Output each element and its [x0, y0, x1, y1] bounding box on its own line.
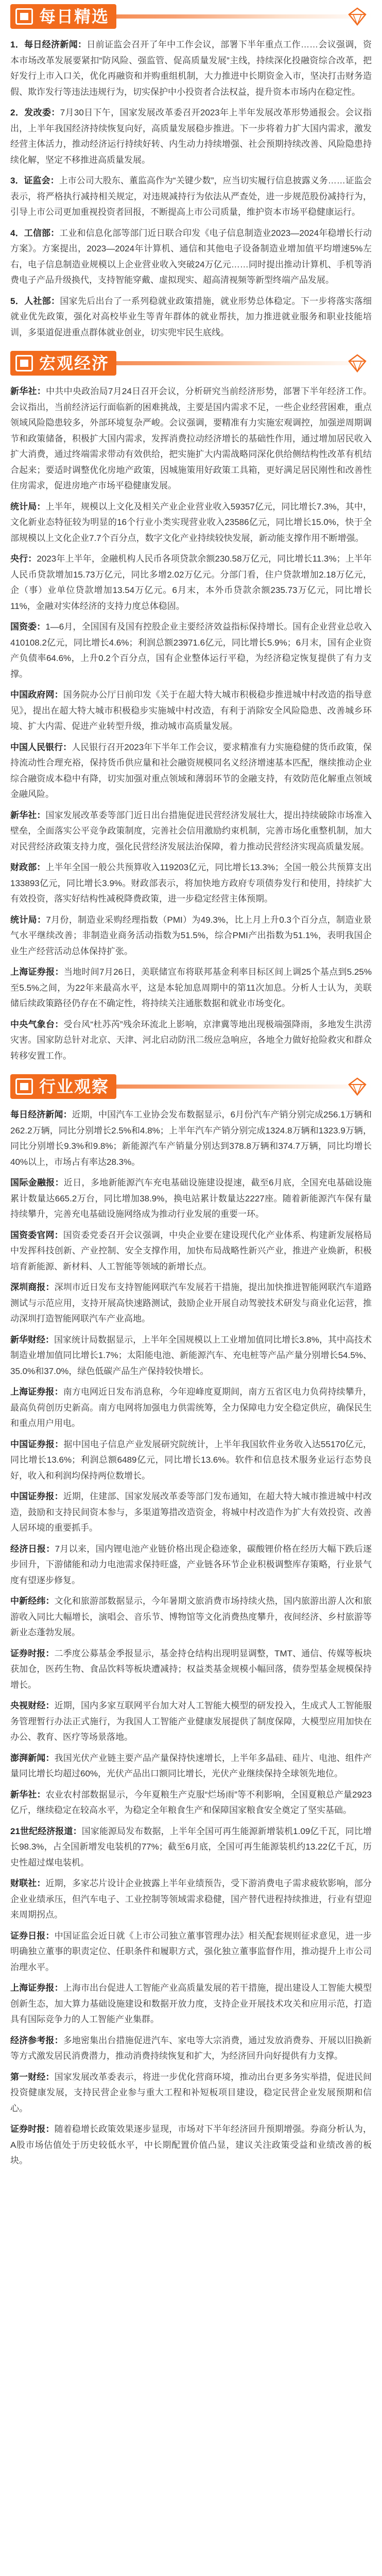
news-source: 21世纪经济报道：	[10, 1826, 82, 1836]
news-item	[10, 1384, 372, 1432]
news-text: 据中国电子信息产业发展研究院统计，上半年我国软件业务收入达55170亿元，同比增长13.6%；利润总额6489亿元，同比增长13.6%。软件和信息技术服务业运行态势良好，收入和利润均保持两位数增长。	[10, 1439, 372, 1481]
news-text: 当地时间7月26日，美联储宣布将联邦基金利率目标区间上调25个基点到5.25%至5.5%之间，为22年来最高水平，这是本轮加息周期中的第11次加息。分析人士认为，美联储后续政策路径仍存在不确定性，将持续关注通胀数据和就业市场变化。	[10, 967, 372, 1008]
news-text: 国家发展改革委表示，将进一步优化营商环境，推动出台更多务实举措，促进民间投资健康发展，支持民营企业参与重大工程和补短板项目建设，稳定民营企业发展预期和信心。	[10, 2072, 372, 2113]
news-source: 发改委：	[24, 108, 60, 117]
news-item	[10, 173, 372, 221]
news-text: 多地密集出台措施促进汽车、家电等大宗消费，通过发放消费券、开展以旧换新等方式激发居民消费潜力，推动消费持续恢复和扩大，为经济回升向好提供有力支撑。	[10, 2035, 372, 2061]
news-source: 央视财经：	[10, 1701, 55, 1710]
news-text: 国家统计局数据显示，上半年全国规模以上工业增加值同比增长3.8%，其中高技术制造业增加值同比增长1.7%；太阳能电池、新能源汽车、充电桩等产品产量分别增长54.5%、35.0%和37.0%，绿色低碳产品生产保持较快增长。	[10, 1334, 372, 1376]
news-source: 证券日报：	[10, 1930, 55, 1941]
news-item	[10, 1228, 372, 1275]
section-title	[10, 1074, 116, 1099]
item-number: 1．	[10, 40, 25, 49]
news-item	[10, 105, 372, 168]
news-item	[10, 1280, 372, 1327]
news-item	[10, 1489, 372, 1536]
news-source: 中新经纬：	[10, 1596, 55, 1606]
news-source: 中国证券报：	[10, 1439, 64, 1449]
news-item	[10, 1594, 372, 1641]
news-source: 上海证券报：	[10, 1983, 63, 1993]
news-source: 财联社：	[10, 1878, 46, 1888]
news-item	[10, 1787, 372, 1819]
news-text: 近期，多家芯片设计企业披露上半年业绩预告，受下游消费电子需求疲软影响，部分企业业绩承压，但汽车电子、工业控制等领域需求稳健，国产替代进程持续推进，行业有望迎来周期拐点。	[10, 1878, 372, 1920]
section-icon	[15, 355, 33, 371]
news-text: 上市公司大股东、董监高作为“关键少数”，应当切实履行信息披露义务……证监会表示，将严格执行减持相关规定，对违规减持行为依法从严查处，进一步规范股份减持行为，引导上市公司更加重视投资者回报，不断提高上市公司质量，维护资本市场平稳健康运行。	[10, 176, 372, 217]
news-text: 7月30日下午，国家发展改革委召开2023年上半年发展改革形势通报会。会议指出，上半年我国经济持续恢复向好，高质量发展稳步推进。下一步将着力扩大国内需求，激发经营主体活力，推动经济运行持续好转、内生动力持续增强、社会预期持续改善、风险隐患持续化解，坚定不移推进高质量发展。	[10, 108, 372, 165]
news-item	[10, 2070, 372, 2117]
news-text: 国资委党委召开会议强调，中央企业要在建设现代化产业体系、构建新发展格局中发挥科技创新、产业控制、安全支撑作用，加快布局战略性新兴产业，推进产业焕新，积极培育新能源、新材料、人工智能等领域的新增长点。	[10, 1230, 372, 1272]
news-text: 中国证监会近日就《上市公司独立董事管理办法》相关配套规则征求意见，进一步明确独立董事的职责定位、任职条件和履职方式，强化独立董事监督作用，推动提升上市公司治理水平。	[10, 1930, 372, 1972]
news-text: 近期，国内多家互联网平台加大对人工智能大模型的研发投入，生成式人工智能服务管理暂行办法正式施行，为我国人工智能产业健康发展提供了制度保障，大模型应用加快在办公、教育、医疗等场景落地。	[10, 1701, 372, 1742]
news-source: 澎湃新闻：	[10, 1753, 55, 1763]
news-text: 国家能源局发布数据，上半年全国可再生能源新增装机1.09亿千瓦，同比增长98.3%，占全国新增发电装机的77%；截至6月底，全国可再生能源装机约13.22亿千瓦，历史性超过煤电装机。	[10, 1826, 372, 1868]
news-text: 上海市出台促进人工智能产业高质量发展的若干措施，提出建设人工智能大模型创新生态，加大算力基础设施建设和数据开放力度，支持企业开展技术攻关和应用示范，打造具有国际竞争力的人工智能产业集群。	[10, 1983, 372, 2024]
section-icon	[15, 8, 33, 25]
news-item	[10, 2033, 372, 2064]
news-source: 上海证券报：	[10, 1387, 63, 1397]
news-text: 中共中央政治局7月24日召开会议，分析研究当前经济形势，部署下半年经济工作。会议指出，当前经济运行面临新的困难挑战，主要是国内需求不足，一些企业经营困难，重点领域风险隐患较多，外部环境复杂严峻。会议强调，要精准有力实施宏观调控，加强逆周期调节和政策储备，积极扩大国内需求，发挥消费拉动经济增长的基础性作用，通过增加居民收入扩大消费，通过终端需求带动有效供给，把实施扩大内需战略同深化供给侧结构性改革有机结合起来；要适时调整优化房地产政策，因城施策用好政策工具箱，更好满足居民刚性和改善性住房需求，促进房地产市场平稳健康发展。	[10, 386, 372, 490]
news-source: 每日经济新闻：	[24, 40, 87, 49]
news-source: 证券时报：	[10, 1648, 55, 1658]
news-text: 我国光伏产业链主要产品产量保持快速增长，上半年多晶硅、硅片、电池、组件产量同比增长均超过60%，光伏产品出口额同比增长，光伏产业继续保持全球领先地位。	[10, 1753, 372, 1778]
news-text: 近日，多地新能源汽车充电基础设施建设提速，截至6月底，全国充电基础设施累计数量达665.2万台，同比增加38.9%，换电站累计数量达2227座。随着新能源汽车保有量持续攀升，完善充电基础设施网络成为推动行业发展的重要一环。	[10, 1178, 372, 1219]
news-item	[10, 37, 372, 100]
section-title	[10, 351, 116, 376]
news-text: 文化和旅游部数据显示，今年暑期文旅消费市场持续火热，国内旅游出游人次和旅游收入同比大幅增长，演唱会、音乐节、博物馆等文化消费热度攀升，夜间经济、乡村旅游等新业态蓬勃发展。	[10, 1596, 372, 1637]
news-text: 日前证监会召开了年中工作会议，部署下半年重点工作……会议强调，资本市场改革发展要紧扣“防风险、强监管、促高质量发展”主线，持续深化投融资综合改革，把好发行上市入口关，优化再融资和并购重组机制，大力推进中长期资金入市，坚决打击财务造假、欺诈发行等违法违规行为，切实保护中小投资者合法权益，提升资本市场内在稳定性。	[10, 40, 372, 97]
news-text: 南方电网近日发布消息称，今年迎峰度夏期间，南方五省区电力负荷持续攀升，最高负荷创历史新高。南方电网将加强电力供需统筹，全力保障电力安全稳定供应，确保民生和重点用户用电。	[10, 1387, 372, 1428]
item-number: 2．	[10, 108, 25, 117]
news-item	[10, 1541, 372, 1589]
news-item	[10, 1980, 372, 2028]
news-item	[10, 1437, 372, 1484]
news-source: 国资委：	[10, 622, 46, 632]
news-item	[10, 687, 372, 735]
news-item	[10, 860, 372, 907]
section-header-macro	[10, 347, 372, 384]
news-source: 证监会：	[24, 176, 59, 185]
news-source: 新华社：	[10, 810, 46, 820]
news-text: 近期，中国汽车工业协会发布数据显示，6月份汽车产销分别完成256.1万辆和262.2万辆，同比分别增长2.5%和4.8%；上半年汽车产销分别完成1324.8万辆和1323.9万辆，同比分别增长9.3%和9.8%；新能源汽车产销量分别达到378.8万辆和374.7万辆，同比均增长40%以上，市场占有率达28.3%。	[10, 1110, 372, 1167]
section-icon	[15, 1078, 33, 1095]
news-item	[10, 1332, 372, 1380]
section-header-industry	[10, 1070, 372, 1107]
news-source: 中央气象台：	[10, 1019, 64, 1029]
news-source: 国资委官网：	[10, 1230, 63, 1240]
news-source: 新华社：	[10, 1789, 46, 1800]
news-source: 中国政府网：	[10, 690, 63, 700]
news-source: 新华社：	[10, 386, 46, 396]
news-source: 央行：	[10, 554, 37, 564]
news-text: 近期，住建部、国家发展改革委等部门发布通知，在超大特大城市推进城中村改造，鼓励和支持民间资本参与，多渠道筹措改造资金，将城中村改造作为扩大有效投资、改善人居环境的重要抓手。	[10, 1492, 372, 1533]
section-header-daily	[10, 0, 372, 37]
diamond-icon	[347, 1076, 368, 1097]
news-item	[10, 1928, 372, 1976]
news-source: 每日经济新闻：	[10, 1110, 72, 1120]
news-source: 统计局：	[10, 501, 46, 512]
item-number: 4．	[10, 228, 24, 238]
news-item	[10, 499, 372, 547]
news-source: 国际金融报：	[10, 1178, 64, 1188]
diamond-icon	[347, 353, 368, 374]
section-title-text: 每日精选	[39, 7, 110, 26]
news-item	[10, 1107, 372, 1170]
news-item	[10, 1751, 372, 1782]
news-item	[10, 1017, 372, 1064]
news-item	[10, 551, 372, 614]
section-title-text: 宏观经济	[39, 354, 110, 372]
diamond-icon	[347, 6, 368, 27]
news-item	[10, 740, 372, 803]
news-item	[10, 384, 372, 494]
news-text: 国家先后出台了一系列稳就业政策措施，就业形势总体稳定。下一步将落实落细就业优先政策，强化对高校毕业生等青年群体的就业帮扶，加力推进就业服务和职业技能培训，多渠道促进重点群体就业创业，切实兜牢民生底线。	[10, 296, 372, 337]
news-item	[10, 1698, 372, 1745]
news-text: 上半年，规模以上文化及相关产业企业营业收入59357亿元，同比增长7.3%，其中，文化新业态特征较为明显的16个行业小类实现营业收入23586亿元，同比增长15.0%，快于全部规模以上文化企业7.7个百分点，数字文化产业持续较快发展，新动能支撑作用不断增强。	[10, 501, 372, 543]
news-source: 工信部：	[24, 228, 60, 238]
news-source: 证券时报：	[10, 2124, 55, 2134]
news-text: 上半年全国一般公共预算收入119203亿元，同比增长13.3%；全国一般公共预算支出133893亿元，同比增长3.9%。财政部表示，将加快地方政府专项债券发行和使用，持续扩大有效投资，落实好结构性减税降费政策，进一步稳定经营主体预期。	[10, 862, 372, 904]
news-source: 中国证券报：	[10, 1492, 63, 1501]
news-text: 深圳市近日发布支持智能网联汽车发展若干措施，提出加快推进智能网联汽车道路测试与示范应用，支持开展高快速路测试，鼓励企业开展自动驾驶技术研发与商业化运营，推动深圳打造智能网联汽车产业高地。	[10, 1282, 372, 1324]
news-text: 农业农村部数据显示，今年夏粮生产克服“烂场雨”等不利影响，全国夏粮总产量2923亿斤，继续稳定在较高水平，为稳定全年粮食生产和保障国家粮食安全奠定了坚实基础。	[10, 1789, 372, 1815]
news-item	[10, 2122, 372, 2169]
news-text: 7月份，制造业采购经理指数（PMI）为49.3%，比上月上升0.3个百分点，制造业景气水平继续改善；非制造业商务活动指数为51.5%，综合PMI产出指数为51.1%，表明我国企业生产经营活动总体保持扩张。	[10, 914, 372, 956]
news-text: 国家发展改革委等部门近日出台措施促进民营经济发展壮大，提出持续破除市场准入壁垒，全面落实公平竞争政策制度，完善社会信用激励约束机制，完善市场化重整机制，加大对民营经济政策支持力度，强化民营经济发展法治保障，着力推动民营经济实现高质量发展。	[10, 810, 372, 852]
news-text: 1—6月，全国国有及国有控股企业主要经济效益指标保持增长。国有企业营业总收入410108.2亿元，同比增长4.6%；利润总额23971.6亿元，同比增长5.9%；6月末，国有企业资产负债率64.6%，上升0.2个百分点，国有企业整体运行平稳，为经济稳定恢复提供了有力支撑。	[10, 622, 372, 679]
news-item	[10, 1876, 372, 1923]
news-text: 2023年上半年，金融机构人民币各项贷款余额230.58万亿元，同比增长11.3%；上半年人民币贷款增加15.73万亿元，同比多增2.02万亿元。分部门看，住户贷款增加2.18万亿元，企（事）业单位贷款增加13.54万亿元。6月末，本外币贷款余额235.73万亿元，同比增长11%，金融对实体经济的支持力度总体稳固。	[10, 554, 372, 611]
news-text: 工业和信息化部等部门近日联合印发《电子信息制造业2023—2024年稳增长行动方案》。方案提出，2023—2024年计算机、通信和其他电子设备制造业增加值平均增速5%左右，电子信息制造业规模以上企业营业收入突破24万亿元……同时提出推动计算机、手机等消费电子产品升级换代，支持智能穿戴、虚拟现实、超高清视频等新型终端产品发展。	[10, 228, 372, 285]
news-source: 中国人民银行：	[10, 742, 72, 752]
news-text: 随着稳增长政策效果逐步显现，市场对下半年经济回升预期增强。券商分析认为，A股市场估值处于历史较低水平，中长期配置价值凸显，建议关注政策受益和业绩改善的板块。	[10, 2124, 372, 2165]
news-source: 人社部：	[24, 296, 60, 306]
section-title-text: 行业观察	[39, 1077, 110, 1096]
item-number: 5．	[10, 296, 25, 306]
news-source: 经济参考报：	[10, 2035, 63, 2045]
news-source: 新华财经：	[10, 1334, 55, 1345]
news-item	[10, 912, 372, 960]
news-item	[10, 294, 372, 341]
news-item	[10, 1175, 372, 1223]
news-item	[10, 226, 372, 289]
news-source: 财政部：	[10, 862, 46, 872]
news-item	[10, 964, 372, 1012]
news-item	[10, 619, 372, 682]
news-source: 经济日报：	[10, 1544, 55, 1554]
news-item	[10, 1646, 372, 1693]
item-number: 3．	[10, 176, 24, 185]
news-text: 国务院办公厅日前印发《关于在超大特大城市积极稳步推进城中村改造的指导意见》，提出在超大特大城市积极稳步实施城中村改造，有利于消除安全风险隐患、改善城乡环境、扩大内需、促进产业转型升级，推动城市高质量发展。	[10, 690, 372, 731]
news-item	[10, 1824, 372, 1871]
news-item	[10, 808, 372, 855]
news-text: 二季度公募基金季报显示，基金持仓结构出现明显调整，TMT、通信、传媒等板块获加仓，医药生物、食品饮料等板块遭减持；权益类基金规模小幅回落，债券型基金规模保持增长。	[10, 1648, 372, 1690]
news-text: 人民银行召开2023年下半年工作会议，要求精准有力实施稳健的货币政策，保持流动性合理充裕，保持货币供应量和社会融资规模同名义经济增速基本匹配，继续推动企业综合融资成本稳中有降，切实加强对重点领域和薄弱环节的金融支持，有效防范化解重点领域金融风险。	[10, 742, 372, 799]
section-title	[10, 4, 116, 29]
news-source: 深圳商报：	[10, 1282, 55, 1292]
news-text: 7月以来，国内锂电池产业链价格出现企稳迹象，碳酸锂价格在经历大幅下跌后逐步回升，下游储能和动力电池需求保持旺盛，产业链各环节企业积极调整库存策略，行业景气度有望逐步修复。	[10, 1544, 372, 1585]
news-source: 上海证券报：	[10, 967, 64, 977]
news-source: 第一财经：	[10, 2072, 55, 2082]
news-text: 受台风“杜苏芮”残余环流北上影响，京津冀等地出现极端强降雨，多地发生洪涝灾害。国家防总针对北京、天津、河北启动防汛二级应急响应，各地全力做好抢险救灾和群众转移安置工作。	[10, 1019, 372, 1061]
news-source: 统计局：	[10, 914, 46, 925]
